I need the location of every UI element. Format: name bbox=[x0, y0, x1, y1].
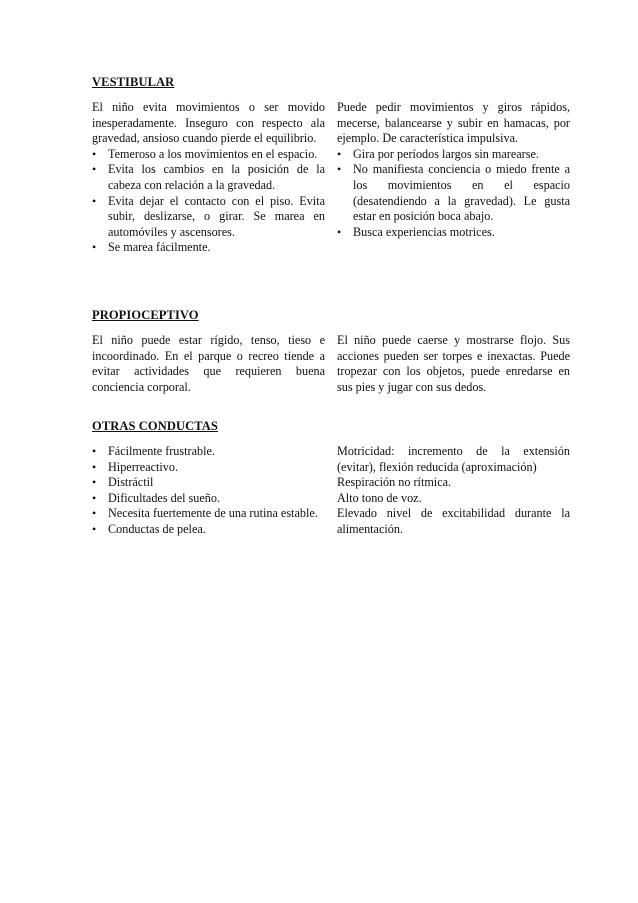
propioceptivo-left-column bbox=[92, 333, 325, 395]
bullet-icon bbox=[92, 194, 108, 210]
bullet-icon bbox=[92, 162, 108, 178]
propioceptivo-columns bbox=[92, 333, 570, 395]
vestibular-right-column bbox=[337, 100, 570, 256]
bullet-icon bbox=[92, 147, 108, 163]
list-item: • Busca experiencias motrices. bbox=[337, 225, 570, 241]
list-item: • Se marea fácilmente. bbox=[92, 240, 325, 256]
list-item: • Dificultades del sueño. bbox=[92, 491, 325, 507]
list-item: • Gira por períodos largos sin marearse. bbox=[337, 147, 570, 163]
bullet-icon bbox=[337, 162, 353, 178]
bullet-icon bbox=[337, 147, 353, 163]
bullet-icon bbox=[92, 444, 108, 460]
bullet-icon bbox=[92, 475, 108, 491]
otras-right-line: Elevado nivel de excitabilidad durante la alimentación. bbox=[337, 506, 570, 536]
list-item: • Distráctil bbox=[92, 475, 325, 491]
otras-conductas-columns bbox=[92, 444, 570, 538]
list-item: • Evita dejar el contacto con el piso. Evita subir, deslizarse, o girar. Se marea en automóviles y ascensores. bbox=[92, 194, 325, 241]
bullet-icon bbox=[92, 491, 108, 507]
propioceptivo-left-text: El niño puede estar rígido, tenso, tieso e incoordinado. En el parque o recreo tiende a evitar actividades que requieren buena conciencia corporal. bbox=[92, 333, 325, 394]
vestibular-left-column bbox=[92, 100, 325, 256]
otras-left-list bbox=[92, 444, 325, 538]
bullet-icon bbox=[92, 522, 108, 538]
vestibular-title: VESTIBULAR bbox=[92, 75, 175, 89]
propioceptivo-right-column bbox=[337, 333, 570, 395]
bullet-icon bbox=[92, 240, 108, 256]
list-item: • Temeroso a los movimientos en el espacio. bbox=[92, 147, 325, 163]
list-item: • Evita los cambios en la posición de la cabeza con relación a la gravedad. bbox=[92, 162, 325, 193]
otras-right-line: Motricidad: incremento de la extensión (evitar), flexión reducida (aproximación) bbox=[337, 444, 570, 474]
otras-left-column bbox=[92, 444, 325, 538]
otras-right-line: Respiración no rítmica. bbox=[337, 475, 452, 490]
vestibular-columns bbox=[92, 100, 570, 256]
otras-right-line: Alto tono de voz. bbox=[337, 490, 422, 505]
list-item: • Hiperreactivo. bbox=[92, 460, 325, 476]
vestibular-left-list bbox=[92, 147, 325, 256]
propioceptivo-title: PROPIOCEPTIVO bbox=[92, 308, 199, 322]
list-item: • Fácilmente frustrable. bbox=[92, 444, 325, 460]
list-item: • No manifiesta conciencia o miedo frente a los movimientos en el espacio (desatendiendo a la gravedad). Le gusta estar en posición boca abajo. bbox=[337, 162, 570, 224]
list-item: • Conductas de pelea. bbox=[92, 522, 325, 538]
otras-right-column bbox=[337, 444, 570, 538]
vestibular-right-intro: Puede pedir movimientos y giros rápidos, mecerse, balancearse y subir en hamacas, por ejemplo. De característica impulsiva. bbox=[337, 100, 570, 146]
bullet-icon bbox=[337, 225, 353, 241]
vestibular-right-list bbox=[337, 147, 570, 241]
bullet-icon bbox=[92, 506, 108, 522]
propioceptivo-right-text: El niño puede caerse y mostrarse flojo. Sus acciones pueden ser torpes e inexactas. Puede tropezar con los objetos, puede enredarse en sus pies y jugar con sus dedos. bbox=[337, 333, 570, 394]
vestibular-left-intro: El niño evita movimientos o ser movido inesperadamente. Inseguro con respecto ala gravedad, ansioso cuando pierde el equilibrio. bbox=[92, 100, 325, 146]
bullet-icon bbox=[92, 460, 108, 476]
otras-conductas-title: OTRAS CONDUCTAS bbox=[92, 419, 218, 433]
list-item: • Necesita fuertemente de una rutina estable. bbox=[92, 506, 325, 522]
